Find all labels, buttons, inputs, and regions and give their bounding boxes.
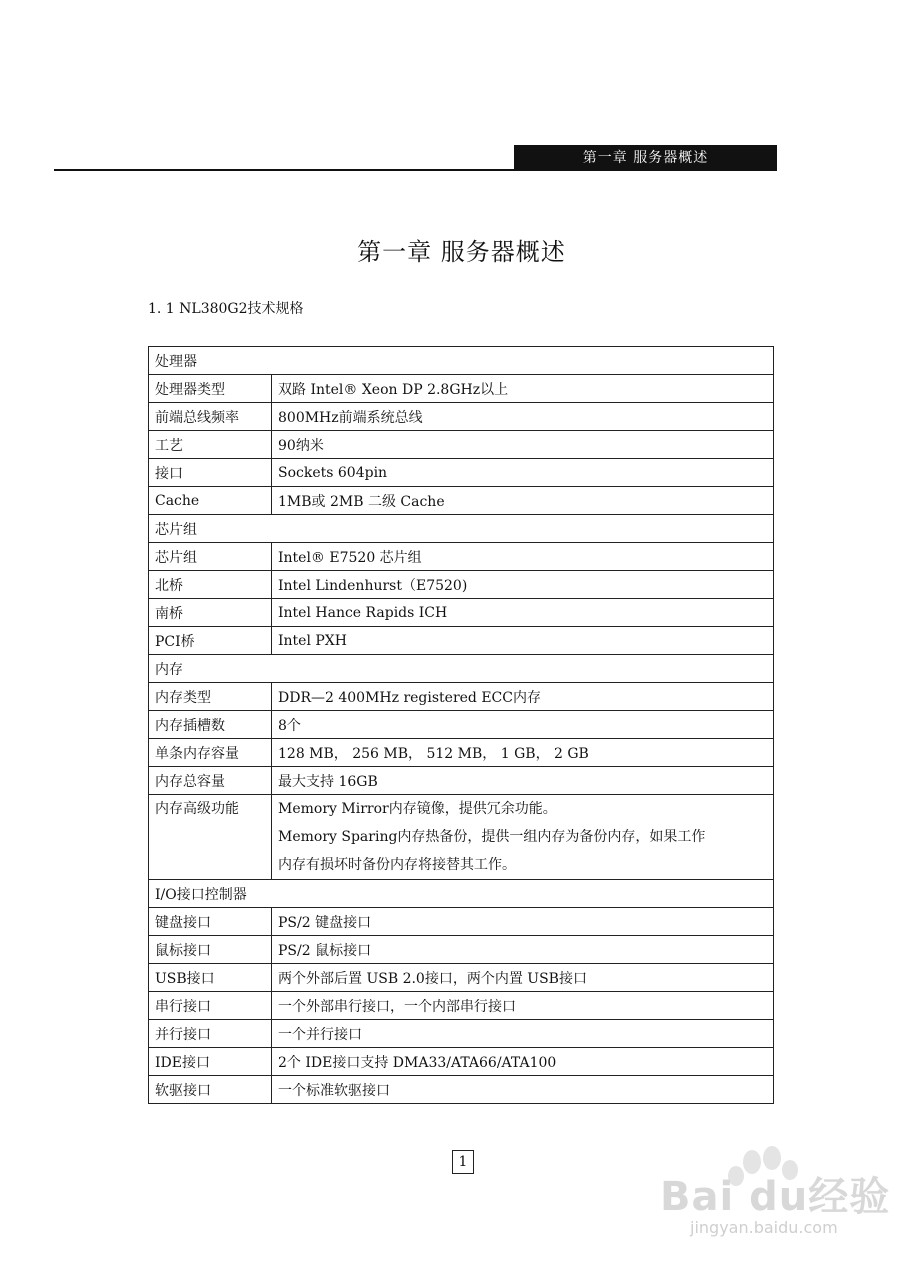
row-value: 一个并行接口	[272, 1020, 774, 1048]
table-row	[149, 1076, 774, 1104]
running-header: 第一章 服务器概述	[514, 145, 777, 171]
row-value: 800MHz前端系统总线	[272, 403, 774, 431]
row-key: 芯片组	[149, 543, 272, 571]
row-value: Intel PXH	[272, 627, 774, 655]
row-value: 一个外部串行接口，一个内部串行接口	[272, 992, 774, 1020]
row-key: 鼠标接口	[149, 936, 272, 964]
row-key: 并行接口	[149, 1020, 272, 1048]
row-key: 前端总线频率	[149, 403, 272, 431]
watermark-url: jingyan.baidu.com	[690, 1218, 838, 1237]
row-value: 一个标准软驱接口	[272, 1076, 774, 1104]
row-value: Sockets 604pin	[272, 459, 774, 487]
spec-table	[148, 346, 774, 1104]
row-key: 键盘接口	[149, 908, 272, 936]
row-key: 单条内存容量	[149, 739, 272, 767]
row-value-line: Memory Mirror内存镜像，提供冗余功能。	[278, 801, 557, 817]
row-value	[272, 795, 774, 880]
row-key: PCI桥	[149, 627, 272, 655]
page-number: 1	[452, 1150, 474, 1174]
row-value: 最大支持 16GB	[272, 767, 774, 795]
row-value: PS/2 键盘接口	[272, 908, 774, 936]
table-row	[149, 543, 774, 571]
row-value: 8个	[272, 711, 774, 739]
row-key: IDE接口	[149, 1048, 272, 1076]
row-key: 软驱接口	[149, 1076, 272, 1104]
row-key: USB接口	[149, 964, 272, 992]
table-row	[149, 908, 774, 936]
table-row	[149, 599, 774, 627]
row-key: 内存高级功能	[149, 795, 272, 880]
table-row	[149, 711, 774, 739]
table-row	[149, 739, 774, 767]
row-value: 双路 Intel® Xeon DP 2.8GHz以上	[272, 375, 774, 403]
row-key: 串行接口	[149, 992, 272, 1020]
section-title: 1. 1 NL380G2技术规格	[148, 301, 304, 317]
table-row	[149, 795, 774, 880]
row-key: 接口	[149, 459, 272, 487]
table-row	[149, 767, 774, 795]
row-value: 128 MB， 256 MB， 512 MB， 1 GB， 2 GB	[272, 739, 774, 767]
table-row	[149, 992, 774, 1020]
row-value: PS/2 鼠标接口	[272, 936, 774, 964]
group-io: I/O接口控制器	[149, 880, 774, 908]
row-key: 南桥	[149, 599, 272, 627]
row-value: DDR—2 400MHz registered ECC内存	[272, 683, 774, 711]
row-key: 北桥	[149, 571, 272, 599]
chapter-title: 第一章 服务器概述	[357, 238, 566, 266]
header-rule	[54, 169, 777, 171]
group-memory: 内存	[149, 655, 774, 683]
row-value: Intel Lindenhurst（E7520)	[272, 571, 774, 599]
group-chipset: 芯片组	[149, 515, 774, 543]
row-value: Intel® E7520 芯片组	[272, 543, 774, 571]
row-key: 内存插槽数	[149, 711, 272, 739]
table-row	[149, 1048, 774, 1076]
row-key: Cache	[149, 487, 272, 515]
watermark-logo: Bai du经验	[660, 1174, 891, 1220]
row-value: Intel Hance Rapids ICH	[272, 599, 774, 627]
table-row	[149, 1020, 774, 1048]
row-key: 工艺	[149, 431, 272, 459]
row-value: 90纳米	[272, 431, 774, 459]
row-value-line: 内存有损坏时备份内存将接替其工作。	[278, 857, 516, 873]
table-row	[149, 459, 774, 487]
table-row	[149, 431, 774, 459]
row-key: 处理器类型	[149, 375, 272, 403]
row-key: 内存总容量	[149, 767, 272, 795]
table-row	[149, 627, 774, 655]
table-row	[149, 936, 774, 964]
row-value: 两个外部后置 USB 2.0接口，两个内置 USB接口	[272, 964, 774, 992]
table-row	[149, 683, 774, 711]
table-row	[149, 487, 774, 515]
row-key: 内存类型	[149, 683, 272, 711]
group-processor: 处理器	[149, 347, 774, 375]
row-value: 2个 IDE接口支持 DMA33/ATA66/ATA100	[272, 1048, 774, 1076]
row-value-line: Memory Sparing内存热备份，提供一组内存为备份内存，如果工作	[278, 829, 706, 845]
table-row	[149, 964, 774, 992]
table-row	[149, 375, 774, 403]
table-row	[149, 403, 774, 431]
table-row	[149, 571, 774, 599]
row-value: 1MB或 2MB 二级 Cache	[272, 487, 774, 515]
